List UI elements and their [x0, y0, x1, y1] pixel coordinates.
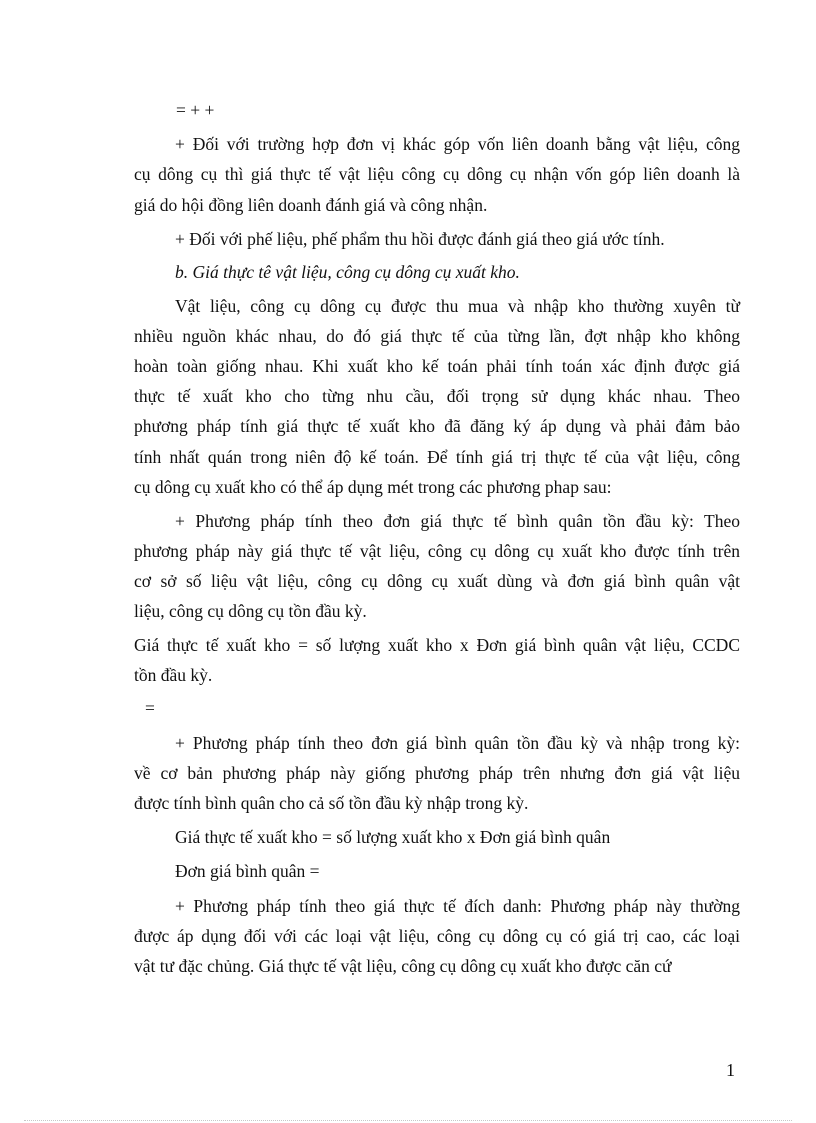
formula-line: = + +: [176, 100, 215, 120]
formula-line: =: [145, 698, 155, 718]
paragraph-line: về cơ bản phương pháp này giống phương pháp trên nhưng đơn giá vật liệu: [134, 763, 740, 783]
paragraph-line: phương pháp này giá thực tế vật liệu, công cụ dông cụ xuất kho được tính trên: [134, 541, 740, 561]
paragraph-line: + Phương pháp tính theo đơn giá bình quân tồn đầu kỳ và nhập trong kỳ:: [175, 733, 740, 753]
paragraph-line: Vật liệu, công cụ dông cụ được thu mua và nhập kho thường xuyên từ: [175, 296, 740, 316]
paragraph-line: được áp dụng đối với các loại vật liệu, công cụ dông cụ có giá trị cao, các loại: [134, 926, 740, 946]
paragraph-line: giá do hội đồng liên doanh đánh giá và công nhận.: [134, 195, 488, 215]
paragraph-line: thực tế xuất kho cho từng nhu cầu, đối trọng sử dụng khác nhau. Theo: [134, 386, 740, 406]
paragraph-line: được tính bình quân cho cả số tồn đầu kỳ nhập trong kỳ.: [134, 793, 529, 813]
formula-line: Giá thực tế xuất kho = số lượng xuất kho x Đơn giá bình quân: [175, 827, 611, 847]
paragraph-line: tính nhất quán trong niên độ kế toán. Để tính giá trị thực tế của vật liệu, công: [134, 447, 740, 467]
paragraph-line: hoàn toàn giống nhau. Khi xuất kho kế toán phải tính toán xác định được giá: [134, 356, 740, 376]
paragraph-line: liệu, công cụ dông cụ tồn đầu kỳ.: [134, 601, 367, 621]
page-number: 1: [726, 1060, 735, 1080]
paragraph-line: + Đối với phế liệu, phế phẩm thu hồi được đánh giá theo giá ước tính.: [175, 229, 665, 249]
paragraph-line: cụ dông cụ thì giá thực tế vật liệu công cụ dông cụ nhận vốn góp liên doanh là: [134, 164, 740, 184]
paragraph-line: nhiều nguồn khác nhau, do đó giá thực tế của từng lần, đợt nhập kho không: [134, 326, 740, 346]
paragraph-line: cơ sở số liệu vật liệu, công cụ dông cụ xuất dùng và đơn giá bình quân vật: [134, 571, 740, 591]
paragraph-line: phương pháp tính giá thực tế xuất kho đã đăng ký áp dụng và phải đảm bảo: [134, 416, 740, 436]
paragraph-line: vật tư đặc chủng. Giá thực tế vật liệu, công cụ dông cụ xuất kho được căn cứ: [134, 956, 672, 976]
section-heading: b. Giá thực tê vật liệu, công cụ dông cụ xuất kho.: [175, 262, 520, 282]
paragraph-line: + Đối với trường hợp đơn vị khác góp vốn liên doanh bằng vật liệu, công: [175, 134, 740, 154]
paragraph-line: cụ dông cụ xuất kho có thể áp dụng mét trong các phương phap sau:: [134, 477, 612, 497]
formula-line: tồn đầu kỳ.: [134, 665, 213, 685]
formula-line: Đơn giá bình quân =: [175, 861, 320, 881]
formula-line: Giá thực tế xuất kho = số lượng xuất kho x Đơn giá bình quân vật liệu, CCDC: [134, 635, 740, 655]
paragraph-line: + Phương pháp tính theo đơn giá thực tế bình quân tồn đầu kỳ: Theo: [175, 511, 740, 531]
page-bottom-border: [24, 1120, 792, 1121]
paragraph-line: + Phương pháp tính theo giá thực tế đích danh: Phương pháp này thường: [175, 896, 740, 916]
